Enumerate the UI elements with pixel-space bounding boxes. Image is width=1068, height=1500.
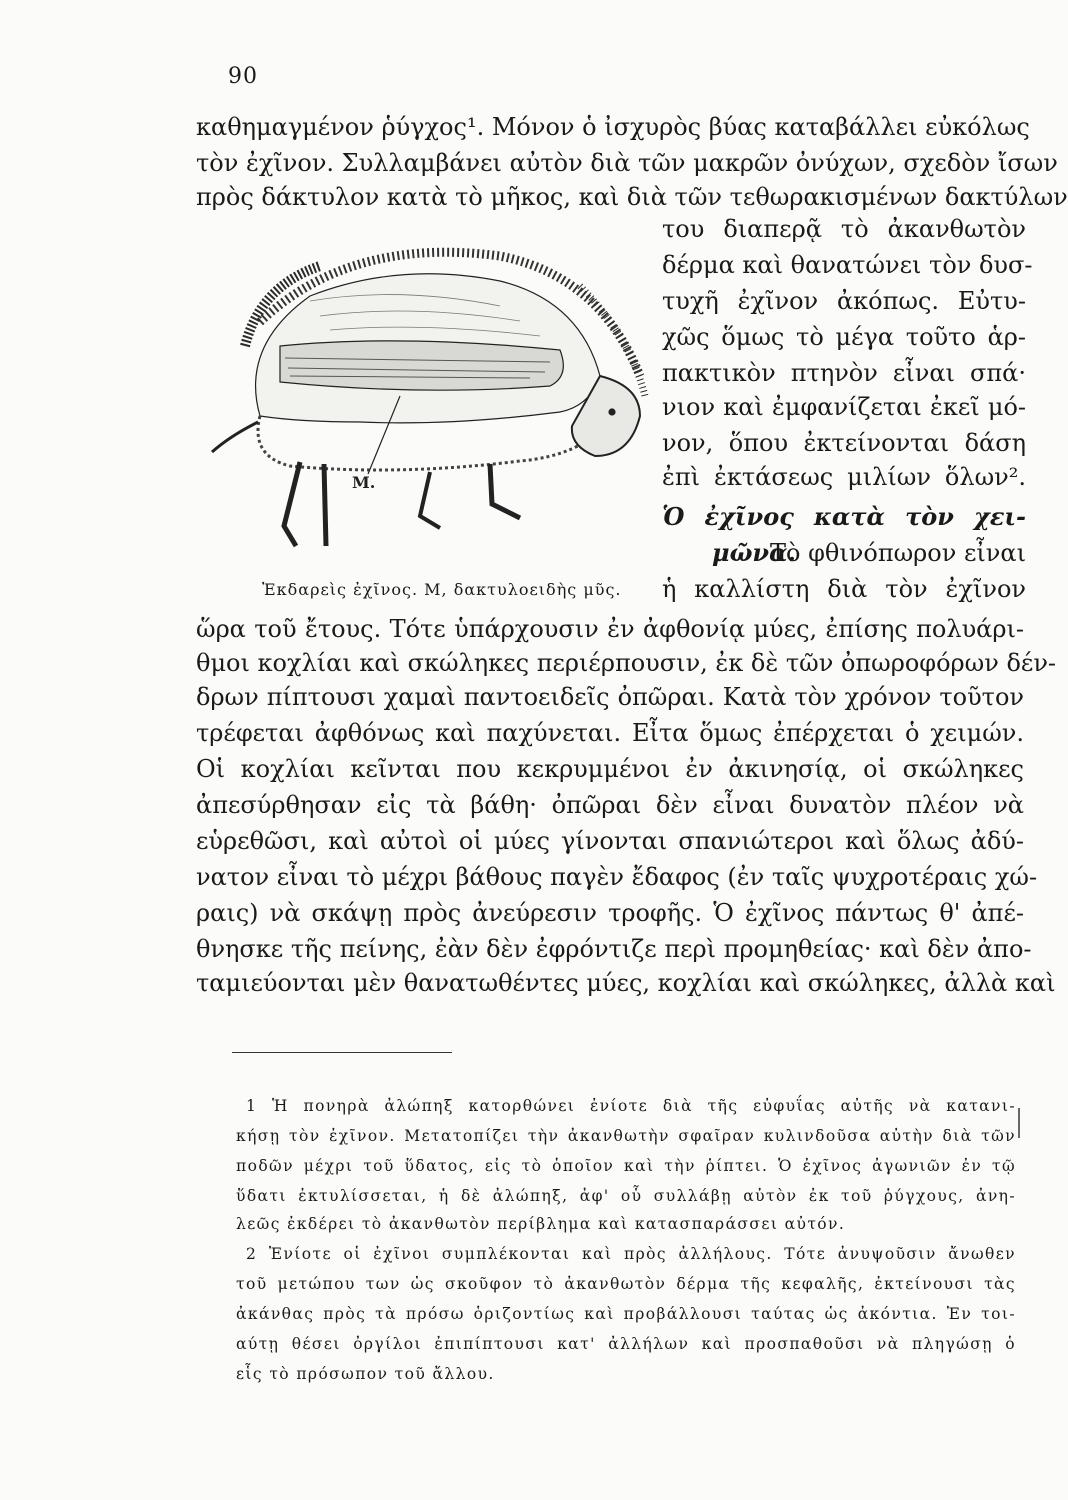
text-line: δρων πίπτουσι χαμαὶ παντοειδεῖς ὀπῶραι. Κατὰ τὸν χρόνον τοῦτον [196, 683, 1024, 711]
hedgehog-illustration [200, 226, 660, 572]
footnote-line: ἀκάνθας πρὸς τὰ πρόσω ὁριζοντίως καὶ προβάλλουσι ταύτας ὡς ἀκόντια. Ἐν τοι- [236, 1305, 1016, 1323]
text-line: εὑρεθῶσι, καὶ αὐτοὶ οἱ μύες γίνονται σπανιώτεροι καὶ ὅλως ἀδύ- [196, 827, 1024, 855]
footnote-line: αύτῃ θέσει ὀργίλοι ἐπιπίπτουσι κατ' ἀλλήλων καὶ προσπαθοῦσι νὰ πληγώσῃ ὁ [236, 1335, 1016, 1353]
text-line: νιον καὶ ἐμφανίζεται ἐκεῖ μό- [662, 393, 1026, 421]
text-line: νον, ὅπου ἐκτείνονται δάση [662, 429, 1026, 457]
text-line [712, 538, 1026, 568]
figure-caption: Ἐκδαρεὶς ἐχῖνος. Μ, δακτυλοειδὴς μῦς. [262, 580, 622, 599]
skinned-hedgehog-drawing [200, 226, 660, 572]
section-heading-cont: μῶνα. [712, 538, 796, 567]
footnote-line: τοῦ μετώπου των ὡς σκοῦφον τὸ ἀκανθωτὸν δέρμα τῆς κεφαλῆς, ἐκτείνουσι τὰς [236, 1275, 1016, 1293]
text-line: ἡ καλλίστη διὰ τὸν ἐχῖνον [662, 575, 1026, 603]
text-line: πρὸς δάκτυλον κατὰ τὸ μῆκος, καὶ διὰ τῶν τεθωρακισμένων δακτύλων [196, 183, 1068, 211]
footnote-rule [232, 1052, 452, 1053]
section-heading: Ὁ ἐχῖνος κατὰ τὸν χει- [662, 502, 1026, 531]
footnote-line: κήσῃ τὸν ἐχῖνον. Μετατοπίζει τὴν ἀκανθωτὴν σφαῖραν κυλινδοῦσα αὐτὴν διὰ τῶν [236, 1127, 1016, 1145]
figure-label: M. [352, 473, 376, 492]
text-line: ἀπεσύρθησαν εἰς τὰ βάθη· ὀπῶραι δὲν εἶναι δυνατὸν πλέον νὰ [196, 791, 1024, 819]
text-line: θνησκε τῆς πείνης, ἐὰν δὲν ἐφρόντιζε περὶ προμηθείας· καὶ δὲν ἀπο- [196, 935, 1032, 963]
text-line: ὥρα τοῦ ἔτους. Τότε ὑπάρχουσιν ἐν ἀφθονίᾳ μύες, ἐπίσης πολυάρι- [196, 615, 1024, 643]
text-line: τὸν ἐχῖνον. Συλλαμβάνει αὐτὸν διὰ τῶν μακρῶν ὀνύχων, σχεδὸν ἴσων [196, 149, 1058, 177]
footnote-line: ποδῶν μέχρι τοῦ ὕδατος, εἰς τὸ ὁποῖον καὶ τὴν ῥίπτει. Ὁ ἐχῖνος ἀγωνιῶν ἐν τῷ [236, 1157, 1016, 1175]
text-line: ταμιεύονται μὲν θανατωθέντες μύες, κοχλίαι καὶ σκώληκες, ἀλλὰ καὶ [196, 969, 1056, 997]
text-line: ἐπὶ ἐκτάσεως μιλίων ὅλων². [662, 463, 1026, 491]
text-line: τρέφεται ἀφθόνως καὶ παχύνεται. Εἶτα ὅμως ἐπέρχεται ὁ χειμών. [196, 719, 1024, 747]
text-line: καθημαγμένον ῥύγχος¹. Μόνον ὁ ἰσχυρὸς βύας καταβάλλει εὐκόλως [196, 113, 1030, 141]
page-number: 90 [228, 64, 258, 89]
text-line: δέρμα καὶ θανατώνει τὸν δυσ- [662, 251, 1033, 279]
text-line: πακτικὸν πτηνὸν εἶναι σπά· [662, 359, 1026, 387]
footnote-line: 1 Ἡ πονηρὰ ἀλώπηξ κατορθώνει ἐνίοτε διὰ τῆς εὐφυΐας αὐτῆς νὰ κατανι- [246, 1097, 1016, 1115]
footnote-line: ὕδατι ἐκτυλίσσεται, ἡ δὲ ἀλώπηξ, ἀφ' οὗ συλλάβῃ αὐτὸν ἐκ τοῦ ῥύγχους, ἀνη- [236, 1187, 1016, 1205]
text-line: νατον εἶναι τὸ μέχρι βάθους παγὲν ἔδαφος (ἐν ταῖς ψυχροτέραις χώ- [196, 863, 1038, 891]
text-line: του διαπερᾷ τὸ ἀκανθωτὸν [662, 215, 1026, 243]
text-line: τυχῆ ἐχῖνον ἀκόπως. Εὐτυ- [662, 287, 1026, 315]
text-line: ραις) νὰ σκάψῃ πρὸς ἀνεύρεσιν τροφῆς. Ὁ ἐχῖνος πάντως θ' ἀπέ- [196, 899, 1024, 927]
text-line: χῶς ὅμως τὸ μέγα τοῦτο ἁρ- [662, 323, 1026, 351]
footnote-line: εἷς τὸ πρόσωπον τοῦ ἄλλου. [236, 1365, 495, 1383]
text-line: Οἱ κοχλίαι κεῖνται που κεκρυμμένοι ἐν ἀκινησίᾳ, οἱ σκώληκες [196, 755, 1024, 783]
text-span: Τὸ φθινόπωρον εἶναι [770, 539, 1026, 567]
text-line: θμοι κοχλίαι καὶ σκώληκες περιέρπουσιν, ἐκ δὲ τῶν ὀπωροφόρων δέν- [196, 649, 1057, 677]
margin-mark [1018, 1108, 1020, 1138]
footnote-line: λεῶς ἐκδέρει τὸ ἀκανθωτὸν περίβλημα καὶ κατασπαράσσει αὐτόν. [236, 1215, 846, 1233]
footnote-line: 2 Ἐνίοτε οἱ ἐχῖνοι συμπλέκονται καὶ πρὸς ἀλλήλους. Τότε ἀνυψοῦσιν ἄνωθεν [246, 1245, 1016, 1263]
